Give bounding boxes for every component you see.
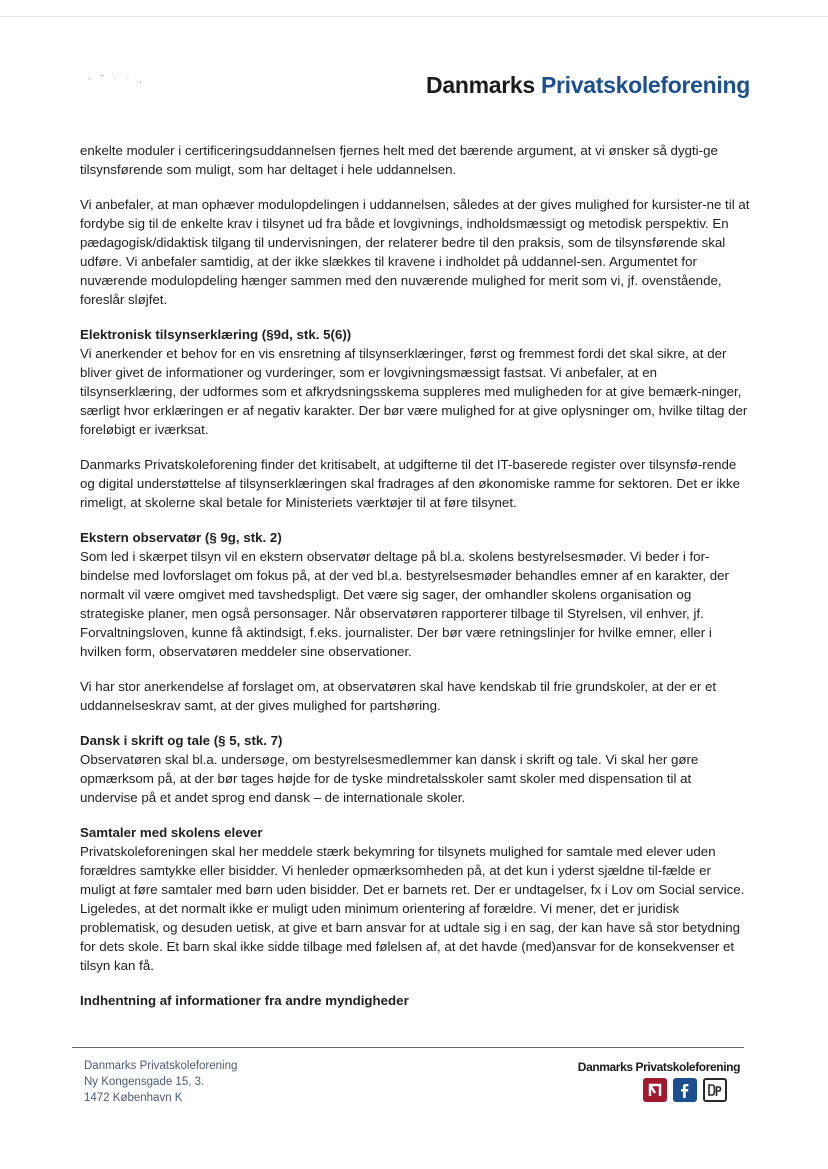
section-heading-danish-language: Dansk i skrift og tale (§ 5, stk. 7)	[80, 733, 283, 748]
section-heading-electronic-statement: Elektronisk tilsynserklæring (§9d, stk. 5(6))	[80, 327, 352, 342]
paragraph: enkelte moduler i certificeringsuddannelsen fjernes helt med det bærende argument, at vi ønsker så dygti-ge tilsynsførende som muligt, som har deltaget i hele uddannelsen.	[80, 143, 718, 177]
document-body	[80, 141, 750, 1010]
dp-logo-icon[interactable]	[703, 1078, 727, 1102]
scan-artifact-line	[0, 16, 828, 17]
address-line: Danmarks Privatskoleforening	[84, 1060, 238, 1072]
brand-part-2: Privatskoleforening	[540, 72, 750, 98]
header-brand	[426, 72, 750, 99]
section-heading-other-authorities: Indhentning af informationer fra andre myndigheder	[80, 993, 409, 1008]
address-line: 1472 København K	[84, 1092, 183, 1104]
address-line: Ny Kongensgade 15, 3.	[84, 1076, 205, 1088]
scan-specks: · ˘ · · ˛	[88, 74, 147, 83]
paragraph: Vi har stor anerkendelse af forslaget om, at observatøren skal have kendskab til frie grundskoler, at der er et uddannelseskrav samt, at der gives mulighed for partshøring.	[80, 679, 717, 713]
social-icons	[643, 1078, 727, 1102]
footer-address	[84, 1058, 237, 1106]
paragraph: Som led i skærpet tilsyn vil en ekstern observatør deltage på bl.a. skolens bestyrelsesmøder. Vi beder i for-bindelse med lovforslaget om fokus på, at der ved bl.a. bestyrelsesmøder behandles emner af en karakter, der normalt vil være omgivet med tavshedspligt. Det være sig sager, der omhandler skolens organisation og strategiske planer, men også personsager. Når observatøren rapporterer tilbage til Styrelsen, vil enhver, jf. Forvaltningsloven, kunne få aktindsigt, f.eks. journalister. Der bør være retningslinjer for hvilke emner, eller i hvilken form, observatøren meddeler sine observationer.	[80, 549, 729, 659]
brand-part-1: Danmarks	[426, 72, 535, 98]
paragraph: Vi anbefaler, at man ophæver modulopdelingen i uddannelsen, således at der gives mulighed for kursister-ne til at fordybe sig til de enkelte krav i tilsynet ud fra både et lovgivnings, indholdsmæssigt og metodisk perspektiv. En pædagogisk/didaktisk tilgang til undervisningen, der relaterer bedre til den praksis, som de tilsynsførende skal udføre. Vi anbefaler samtidig, at der ikke slækkes til kravene i indholdet på uddannel-sen. Argumentet for nuværende modulopdeling hænger sammen med den nuværende mulighed for merit som vi, jf. ovenstående, foreslår sløjfet.	[80, 197, 750, 307]
section-heading-student-conversations: Samtaler med skolens elever	[80, 825, 263, 840]
facebook-icon[interactable]	[673, 1078, 697, 1102]
paragraph: Privatskoleforeningen skal her meddele stærk bekymring for tilsynets mulighed for samtale med elever uden forældres samtykke eller bisidder. Vi henleder opmærksomheden på, at det kun i yderst sjældne til-fælde er muligt at føre samtaler med børn uden bisidder. Det er barnets ret. Der er undtagelser, fx i Lov om Social service. Ligeledes, at det normalt ikke er muligt uden minimum orientering af forældre. Vi mener, det er juridisk problematisk, og desuden uetisk, at give et barn ansvar for at udtale sig i en sag, der kan have så stor betydning for dets skole. Et barn skal ikke sidde tilbage med følelsen af, at det havde (med)ansvar for de konsekvenser et tilsyn kan få.	[80, 844, 745, 973]
n-logo-icon[interactable]	[643, 1078, 667, 1102]
footer-brand: Danmarks Privatskoleforening	[577, 1060, 740, 1074]
footer-divider	[72, 1047, 744, 1048]
paragraph: Vi anerkender et behov for en vis ensretning af tilsynserklæringer, først og fremmest fordi det skal sikre, at der bliver givet de informationer og vurderinger, som er lovgivningsmæssigt fastsat. Vi anbefaler, at en tilsynserklæring, der udformes som et afkrydsningsskema suppleres med muligheden for at give bemærk-ninger, særligt hvor erklæringen er af negativ karakter. Der bør være mulighed for at give oplysninger om, hvilke tiltag der foreløbigt er iværksat.	[80, 346, 748, 437]
paragraph: Observatøren skal bl.a. undersøge, om bestyrelsesmedlemmer kan dansk i skrift og tale. Vi skal her gøre opmærksom på, at der bør tages højde for de tyske mindretalsskoler samt skoler med dispensation til at undervise på et andet sprog end dansk – de internationale skoler.	[80, 752, 699, 805]
paragraph: Danmarks Privatskoleforening finder det kritisabelt, at udgifterne til det IT-baserede register over tilsynsfø-rende og digital understøttelse af tilsynserklæringen skal fradrages af den økonomiske ramme for sektoren. Det er ikke rimeligt, at skolerne skal betale for Ministeriets værktøjer til at føre tilsynet.	[80, 457, 740, 510]
section-heading-external-observer: Ekstern observatør (§ 9g, stk. 2)	[80, 530, 282, 545]
